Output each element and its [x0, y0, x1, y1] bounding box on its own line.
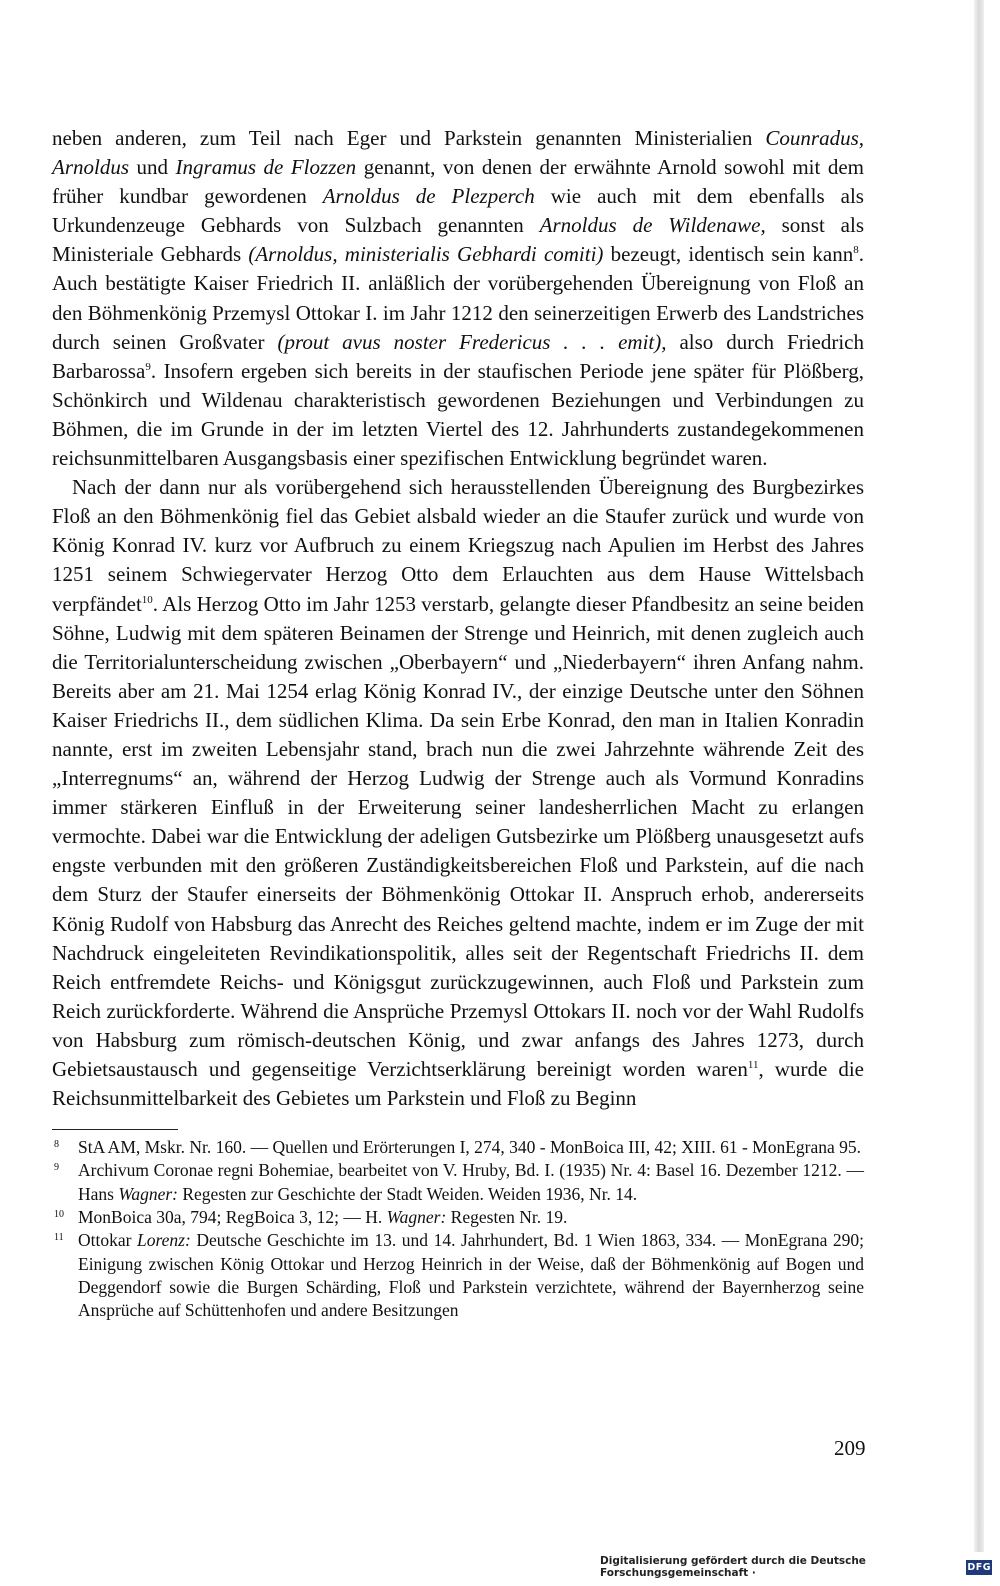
footnote-reference: 10 — [141, 593, 153, 606]
text-run: neben anderen, zum Teil nach Eger und Parkstein genannten Ministerialien — [52, 126, 766, 150]
text-run: genannt, von denen der erwähnte Arnold sowohl mit dem früher kundbar gewordenen — [52, 155, 865, 209]
footnote-mark: 8 — [54, 1139, 59, 1151]
italic-text: Ingramus de Flozzen — [175, 155, 357, 180]
text-run: Deutsche Geschichte im 13. und 14. Jahrhundert, Bd. 1 Wien 1863, 334. — MonEgrana 290; Einigung zwischen König Ottokar und Herzog Heinrich in der Weise, daß der Böhmenkönig auf Bogen und Deggendorf sowie die Burgen Schärding, Floß und Parkstein verzichtete, während der Bayernherzog seine Ansprüche auf Schüttenhofen und andere Besitzungen — [78, 1230, 864, 1321]
footnote-text — [78, 1207, 567, 1227]
text-run: . Auch bestätigte Kaiser Friedrich II. anläßlich der vorübergehenden Übereignung von Floß an den Böhmenkönig Przemysl Ottokar I. im Jahr 1212 den seinerzeitigen Erwerb des Landstriches durch seinen Großvater — [52, 242, 864, 354]
digitization-footer — [600, 1554, 992, 1580]
footnotes — [52, 1136, 864, 1322]
body-paragraph-1 — [52, 124, 864, 473]
text-run: Regesten zur Geschichte der Stadt Weiden. Weiden 1936, Nr. 14. — [177, 1183, 638, 1204]
page-content — [52, 124, 864, 1323]
italic-text: Arnoldus de Wildenawe, — [539, 213, 766, 238]
italic-text: Wagner: — [118, 1183, 178, 1204]
footnote-mark: 11 — [54, 1232, 64, 1244]
text-run: und — [129, 155, 176, 180]
dfg-logo: DFG — [967, 1561, 992, 1573]
footer-text: Digitalisierung gefördert durch die Deutsche Forschungsgemeinschaft · — [600, 1555, 866, 1579]
footnote-8 — [52, 1136, 864, 1159]
scan-edge-shadow — [974, 0, 984, 1552]
footnote-9 — [52, 1159, 864, 1206]
footnote-rule — [52, 1129, 178, 1130]
text-run: sonst als Ministeriale Gebhards — [52, 213, 865, 267]
italic-text: (prout avus noster Fredericus . . . emit), — [277, 329, 667, 354]
footnote-11 — [52, 1229, 864, 1322]
text-run: StA AM, Mskr. Nr. 160. — Quellen und Erörterungen I, 274, 340 - MonBoica III, 42; XIII. 61 - MonEgrana 95. — [78, 1137, 862, 1158]
footnote-reference: 9 — [145, 360, 151, 373]
italic-text: Lorenz: — [137, 1230, 191, 1251]
text-run: bezeugt, identisch sein kann — [603, 242, 854, 267]
footnote-10 — [52, 1206, 864, 1229]
italic-text: Arnoldus de Plezperch — [322, 184, 535, 209]
page-number: 209 — [834, 1436, 866, 1460]
italic-text: Counradus, Arnoldus — [52, 126, 864, 180]
text-run: Archivum Coronae regni Bohemiae, bearbeitet von V. Hruby, Bd. I. (1935) Nr. 4: Basel 16. Dezember 1212. — Hans — [78, 1160, 864, 1204]
text-run: wie auch mit dem ebenfalls als Urkundenzeuge Gebhards von Sulzbach genannten — [52, 184, 864, 238]
text-run: Nach der dann nur als vorübergehend sich herausstellenden Übereignung des Burgbezirkes Floß an den Böhmenkönig fiel das Gebiet alsbald wieder an die Staufer zurück und wurde von König Konrad IV. kurz vor Aufbruch zu einem Kriegszug nach Apulien im Herbst des Jahres 1251 seinem Schwiegervater Herzog Otto dem Erlauchten aus dem Hause Wittelsbach verpfändet — [52, 475, 864, 616]
footnote-mark: 9 — [54, 1162, 59, 1174]
italic-text: Wagner: — [386, 1207, 447, 1228]
footnote-reference: 11 — [747, 1059, 759, 1071]
text-run: . Als Herzog Otto im Jahr 1253 verstarb, gelangte dieser Pfandbesitz an seine beiden Söhne, Ludwig mit dem späteren Beinamen der Strenge und Heinrich, mit denen zugleich auch die Territorialunterscheidung zwischen „Oberbayern“ und „Niederbayern“ ihren Anfang nahm. Bereits aber am 21. Mai 1254 erlag König Konrad IV., der einzige Deutsche unter den Söhnen Kaiser Friedrichs II., dem südlichen Klima. Da sein Erbe Konrad, den man in Italien Konradin nannte, erst im zweiten Lebensjahr stand, brach nun die zwei Jahrzehnte währende Zeit des „Interregnums“ an, während der Herzog Ludwig der Strenge auch als Vormund Konradins immer stärkeren Einfluß in der Erweiterung seiner landesherrlichen Macht zu erlangen vermochte. Dabei war die Entwicklung der adeligen Gutsbezirke um Plößberg unausgesetzt aufs engste verbunden mit den größeren Zuständigkeitsbereichen Floß und Parkstein, auf die nach dem Sturz der Staufer einerseits der Böhmenkönig Ottokar II. Anspruch erhob, andererseits König Rudolf von Habsburg das Anrecht des Reiches geltend machte, indem er im Zuge der mit Nachdruck eingeleiteten Revindikationspolitik, alles seit der Regentschaft Friedrichs II. dem Reich entfremdete Reichs- und Königsgut zurückzugewinnen, auch Floß und Parkstein zum Reich zurückforderte. Während die Ansprüche Przemysl Ottokars II. noch vor der Wahl Rudolfs von Habsburg zum römisch-deutschen König, und zwar anfangs des Jahres 1273, durch Gebietsaustausch und gegenseitige Verzichtserklärung bereinigt worden waren — [52, 591, 864, 1081]
footnote-mark: 10 — [54, 1209, 64, 1221]
text-run: Ottokar — [78, 1230, 138, 1251]
footnote-reference: 8 — [853, 244, 859, 257]
text-run: . Insofern ergeben sich bereits in der staufischen Periode jene später für Plößberg, Schönkirch und Wildenau charakteristisch gewordenen Beziehungen und Verbindungen zu Böhmen, die im Grunde in der im letzten Viertel des 12. Jahrhunderts zustandegekommenen reichsunmittelbaren Ausgangsbasis einer spezifischen Entwicklung begründet waren. — [52, 358, 864, 471]
footnote-text — [78, 1137, 861, 1157]
italic-text: (Arnoldus, ministerialis Gebhardi comiti) — [248, 242, 604, 267]
text-run: , wurde die Reichsunmittelbarkeit des Gebietes um Parkstein und Floß zu Beginn — [52, 1057, 864, 1111]
body-text — [52, 124, 864, 1113]
footnote-text — [78, 1160, 864, 1203]
text-run: MonBoica 30a, 794; RegBoica 3, 12; — H. — [78, 1207, 387, 1228]
body-paragraph-2 — [52, 473, 864, 1113]
text-run: Regesten Nr. 19. — [446, 1207, 568, 1228]
footnote-text — [78, 1230, 864, 1320]
text-run: also durch Friedrich Barbarossa — [52, 329, 864, 383]
